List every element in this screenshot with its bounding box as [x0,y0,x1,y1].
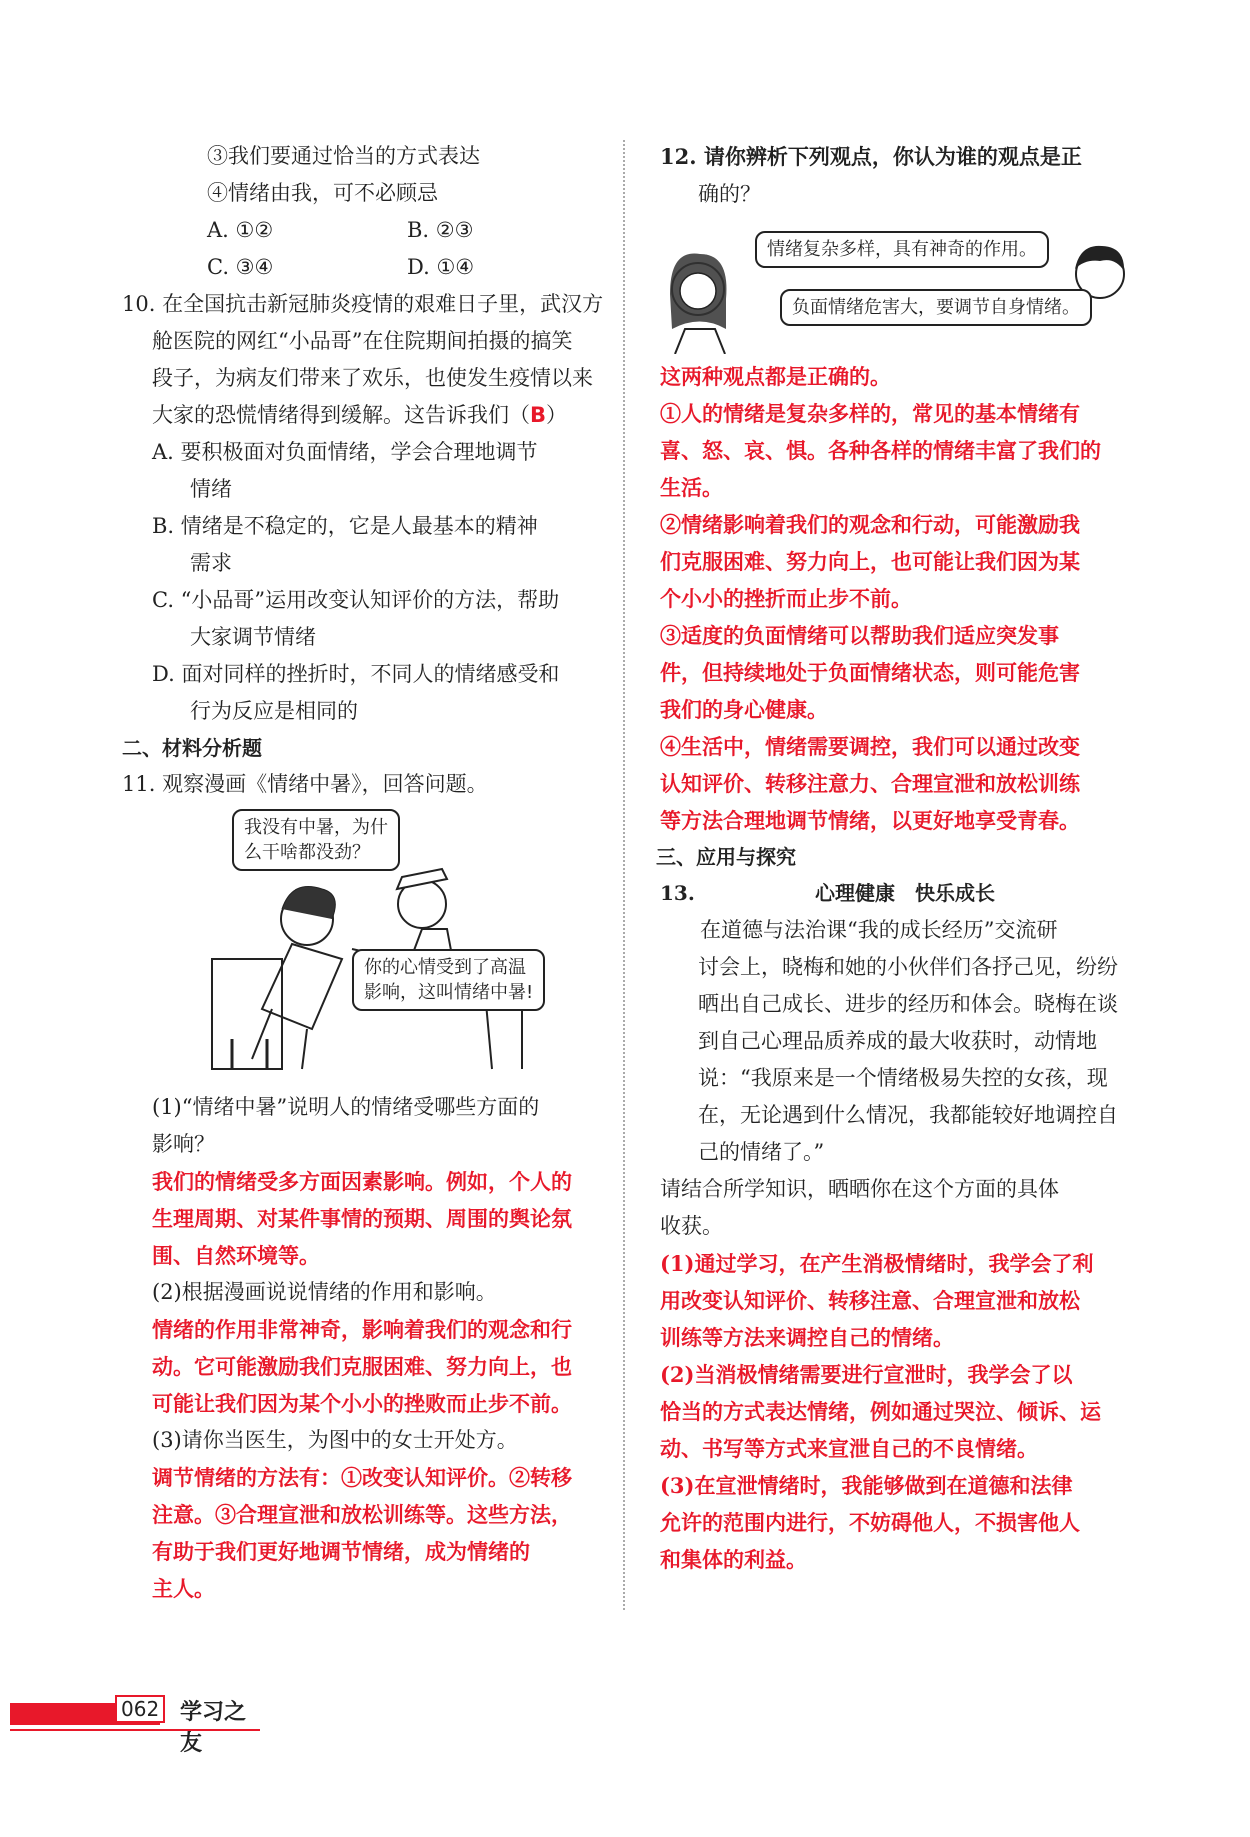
q12-answer-line11: ④生活中，情绪需要调控，我们可以通过改变 [660,734,1080,759]
q11-2-answer-line2: 动。它可能激励我们克服困难、努力向上，也 [152,1354,572,1379]
q12-answer-line12: 认知评价、转移注意力、合理宣泄和放松训练 [660,771,1080,796]
q11-3: (3)请你当医生，为图中的女士开处方。 [152,1428,518,1452]
q9-choice-c: C. ③④ [207,255,274,279]
q13-text-line7: 己的情绪了。” [698,1140,825,1164]
q11-2: (2)根据漫画说说情绪的作用和影响。 [152,1280,497,1304]
q10-stem-text: 大家的恐慌情绪得到缓解。这告诉我们（ [152,403,530,427]
q13-ask-line2: 收获。 [660,1214,723,1238]
bubble2-line2: 影响，这叫情绪中暑! [364,982,534,1003]
q10-option-a-cont: 情绪 [190,477,232,501]
q12-answer-line9: 件，但持续地处于负面情绪状态，则可能危害 [660,660,1080,685]
q10-option-d-cont: 行为反应是相同的 [190,699,358,723]
q13-answer-line8: 允许的范围内进行，不妨碍他人，不损害他人 [660,1510,1080,1535]
q10-option-b: B. 情绪是不稳定的，它是人最基本的精神 [152,514,538,538]
book-name: 学习之友 [180,1699,247,1756]
q9-option-4: ④情绪由我，可不必顾忌 [207,181,438,205]
q9-choice-a: A. ①② [207,218,274,242]
q10-stem-line4 [152,397,612,434]
q12-answer-line6: 们克服困难、努力向上，也可能让我们因为某 [660,549,1080,574]
bubble1-line2: 么干啥都没劲？ [244,842,370,863]
q11-3-answer-line4: 主人。 [152,1576,215,1601]
page-footer [10,1685,250,1756]
q13-answer-line1: (1)通过学习，在产生消极情绪时，我学会了利 [660,1251,1094,1276]
q13-answer-line3: 训练等方法来调控自己的情绪。 [660,1325,954,1350]
q10-option-c-cont: 大家调节情绪 [190,625,316,649]
q9-option-3: ③我们要通过恰当的方式表达 [207,144,480,168]
q13-number: 13. [660,881,695,905]
q13-answer-line4: (2)当消极情绪需要进行宣泄时，我学会了以 [660,1362,1073,1387]
column-divider [623,140,625,1610]
q13-title-row [660,875,1150,912]
q12-stem-text: 12. 请你辨析下列观点，你认为谁的观点是正 [660,144,1082,169]
bubble1-line1: 我没有中暑，为什 [244,817,388,838]
q13-text-line4: 到自己心理品质养成的最大收获时，动情地 [698,1029,1097,1053]
left-column [122,138,612,1607]
cartoon-emotional-heatstroke [192,809,572,1079]
q10-option-a: A. 要积极面对负面情绪，学会合理地调节 [152,440,538,464]
right-column [656,138,1150,1578]
cartoon-two-views [660,219,1130,354]
footer-rule [10,1729,260,1731]
q11-3-answer-line2: 注意。③合理宣泄和放松训练等。这些方法， [152,1502,572,1527]
q12-answer-line3: 喜、怒、哀、惧。各种各样的情绪丰富了我们的 [660,438,1101,463]
q13-answer-line9: 和集体的利益。 [660,1547,807,1572]
cartoon1-bubble-woman [232,809,400,871]
q11-2-answer-line1: 情绪的作用非常神奇，影响着我们的观念和行 [152,1317,572,1342]
q9-choice-d: D. ①④ [407,255,475,279]
q12-answer-line13: 等方法合理地调节情绪，以更好地享受青春。 [660,808,1080,833]
cartoon1-bubble-doctor [352,949,545,1011]
q10-answer: B [530,403,547,427]
q13-text-line5: 说：“我原来是一个情绪极易失控的女孩，现 [698,1066,1108,1090]
q9-choices-row2 [152,249,612,286]
q13-answer-line2: 用改变认知评价、转移注意、合理宣泄和放松 [660,1288,1080,1313]
q11-2-answer-line3: 可能让我们因为某个小小的挫败而止步不前。 [152,1391,572,1416]
q10-stem-line1: 10. 在全国抗击新冠肺炎疫情的艰难日子里，武汉方 [122,292,604,316]
q13-text-line3: 晒出自己成长、进步的经历和体会。晓梅在谈 [698,992,1118,1016]
q13-answer-line6: 动、书写等方式来宣泄自己的不良情绪。 [660,1436,1038,1461]
q13-answer-line7: (3)在宣泄情绪时，我能够做到在道德和法律 [660,1473,1073,1498]
q10-close-paren: ） [546,403,568,427]
bubble2-line1: 你的心情受到了高温 [364,957,526,978]
q12-answer-line1: 这两种观点都是正确的。 [660,364,891,389]
q11-1-line1: (1)“情绪中暑”说明人的情绪受哪些方面的 [152,1095,540,1119]
q12-answer-line2: ①人的情绪是复杂多样的，常见的基本情绪有 [660,401,1080,426]
cartoon2-bubble-girl: 情绪复杂多样，具有神奇的作用。 [755,231,1049,268]
section-3-heading: 三、应用与探究 [656,845,796,869]
q11-3-answer-line1: 调节情绪的方法有：①改变认知评价。②转移 [152,1465,572,1490]
q11-3-answer-line3: 有助于我们更好地调节情绪，成为情绪的 [152,1539,530,1564]
q12-stem-line1 [660,138,1150,176]
q11-1-answer-line3: 围、自然环境等。 [152,1243,320,1268]
cartoon2-bubble-boy: 负面情绪危害大，要调节自身情绪。 [780,289,1092,326]
q12-answer-line7: 个小小的挫折而止步不前。 [660,586,912,611]
section-2-heading: 二、材料分析题 [122,736,262,760]
q10-stem-line2: 舱医院的网红“小品哥”在住院期间拍摄的搞笑 [152,329,573,353]
q13-text-line6: 在，无论遇到什么情况，我都能较好地调控自 [698,1103,1118,1127]
q13-text-line1: 在道德与法治课“我的成长经历”交流研 [700,918,1058,942]
q9-choices-row1 [152,212,612,249]
q10-stem-line3: 段子，为病友们带来了欢乐，也使发生疫情以来 [152,366,593,390]
q11-1-answer-line2: 生理周期、对某件事情的预期、周围的舆论氛 [152,1206,572,1231]
q11-stem: 11. 观察漫画《情绪中暑》，回答问题。 [122,772,488,796]
q11-1-answer-line1: 我们的情绪受多方面因素影响。例如，个人的 [152,1169,572,1194]
q9-choice-b: B. ②③ [407,218,474,242]
q12-answer-line4: 生活。 [660,475,723,500]
q13-title: 心理健康 快乐成长 [815,881,995,905]
q12-answer-line10: 我们的身心健康。 [660,697,828,722]
q11-1-line2: 影响？ [152,1132,215,1156]
q12-answer-line8: ③适度的负面情绪可以帮助我们适应突发事 [660,623,1059,648]
q10-option-c: C. “小品哥”运用改变认知评价的方法，帮助 [152,588,560,612]
q12-stem-line2: 确的？ [698,182,761,206]
q13-ask-line1: 请结合所学知识，晒晒你在这个方面的具体 [660,1177,1059,1201]
q10-option-b-cont: 需求 [190,551,232,575]
q13-answer-line5: 恰当的方式表达情绪，例如通过哭泣、倾诉、运 [660,1399,1101,1424]
q12-answer-line5: ②情绪影响着我们的观念和行动，可能激励我 [660,512,1080,537]
page-number: 062 [115,1695,165,1723]
q10-option-d: D. 面对同样的挫折时，不同人的情绪感受和 [152,662,560,686]
q13-text-line2: 讨会上，晓梅和她的小伙伴们各抒己见，纷纷 [698,955,1118,979]
